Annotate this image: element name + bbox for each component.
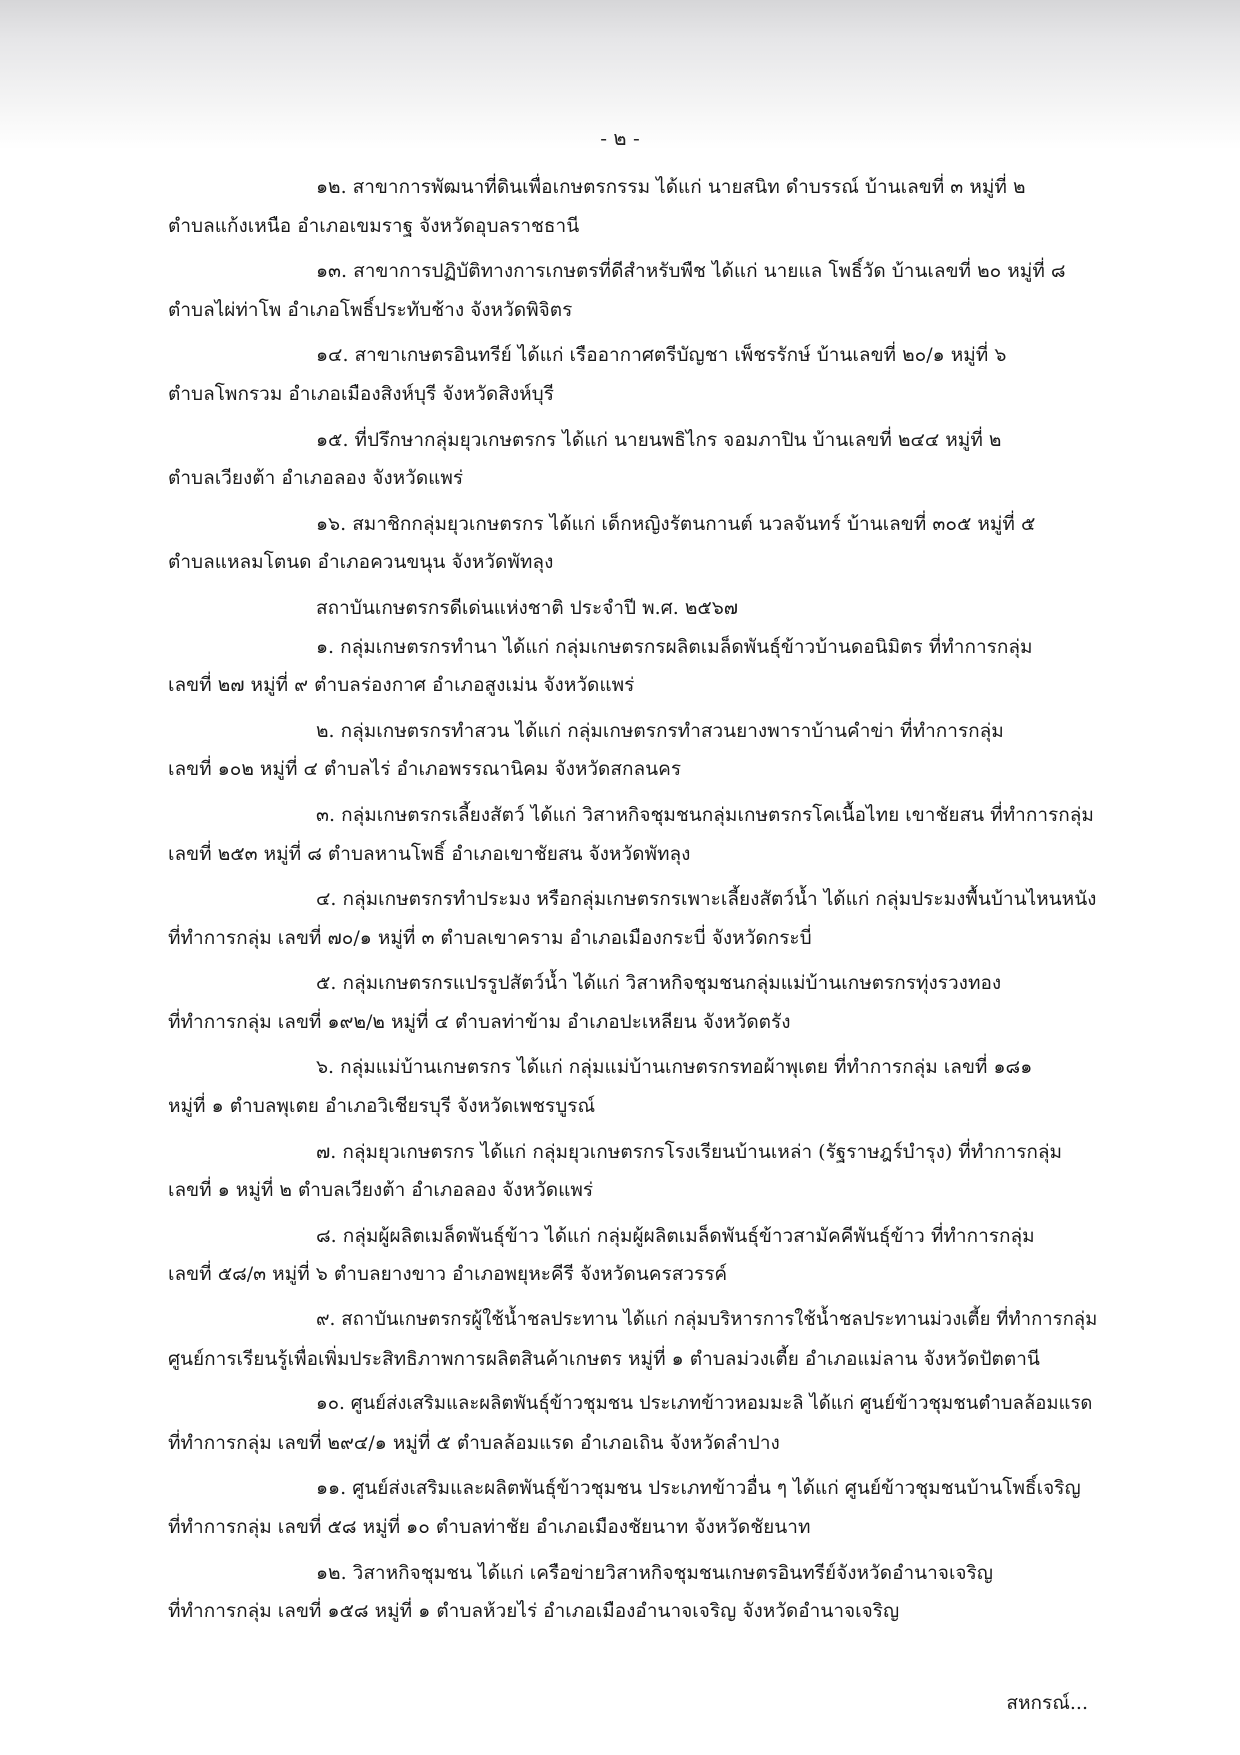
entry-second-line: ตำบลโพกรวม อำเภอเมืองสิงห์บุรี จังหวัดสิงห์บุรี xyxy=(168,382,554,405)
institution-entry xyxy=(168,1217,1098,1294)
entry-first-line: ๑๔. สาขาเกษตรอินทรีย์ ได้แก่ เรืออากาศตรีบัญชา เพ็ชรรักษ์ บ้านเลขที่ ๒๐/๑ หมู่ที่ ๖ xyxy=(316,344,1007,367)
entry-first-line: ๑๒. วิสาหกิจชุมชน ได้แก่ เครือข่ายวิสาหกิจชุมชนเกษตรอินทรีย์จังหวัดอำนาจเจริญ xyxy=(316,1561,993,1584)
entry-first-line: ๗. กลุ่มยุวเกษตรกร ได้แก่ กลุ่มยุวเกษตรกรโรงเรียนบ้านเหล่า (รัฐราษฎร์บำรุง) ที่ทำการกลุ่ม xyxy=(316,1140,1063,1163)
section-heading: สถาบันเกษตรกรดีเด่นแห่งชาติ ประจำปี พ.ศ. ๒๕๖๗ xyxy=(316,596,739,619)
entry-first-line: ๑๒. สาขาการพัฒนาที่ดินเพื่อเกษตรกรรม ได้แก่ นายสนิท ดำบรรณ์ บ้านเลขที่ ๓ หมู่ที่ ๒ xyxy=(316,176,1026,198)
entry-second-line: ที่ทำการกลุ่ม เลขที่ ๗๐/๑ หมู่ที่ ๓ ตำบลเขาคราม อำเภอเมืองกระบี่ จังหวัดกระบี่ xyxy=(168,926,812,949)
entry-first-line: ๔. กลุ่มเกษตรกรทำประมง หรือกลุ่มเกษตรกรเพาะเลี้ยงสัตว์น้ำ ได้แก่ กลุ่มประมงพื้นบ้านไหนหนัง xyxy=(316,888,1097,911)
institution-entry xyxy=(168,628,1098,705)
entry-second-line: ตำบลไผ่ท่าโพ อำเภอโพธิ์ประทับช้าง จังหวัดพิจิตร xyxy=(168,298,573,321)
award-entry xyxy=(168,505,1098,582)
award-entry xyxy=(168,168,1098,245)
entry-second-line: เลขที่ ๒๕๓ หมู่ที่ ๘ ตำบลหานโพธิ์ อำเภอเขาชัยสน จังหวัดพัทลุง xyxy=(168,842,691,865)
institution-entry xyxy=(168,796,1098,873)
institution-entry xyxy=(168,964,1098,1041)
entry-second-line: ตำบลเวียงต้า อำเภอลอง จังหวัดแพร่ xyxy=(168,467,464,490)
entry-first-line: ๑๖. สมาชิกกลุ่มยุวเกษตรกร ได้แก่ เด็กหญิงรัตนกานต์ นวลจันทร์ บ้านเลขที่ ๓๐๕ หมู่ที่ ๕ xyxy=(316,512,1036,535)
entry-first-line: ๑. กลุ่มเกษตรกรทำนา ได้แก่ กลุ่มเกษตรกรผลิตเมล็ดพันธุ์ข้าวบ้านดอนิมิตร ที่ทำการกลุ่ม xyxy=(316,635,1033,658)
institution-entry xyxy=(168,1048,1098,1125)
entry-first-line: ๑๓. สาขาการปฏิบัติทางการเกษตรที่ดีสำหรับพืช ได้แก่ นายแล โพธิ์วัด บ้านเลขที่ ๒๐ หมู่ที่ ๘ xyxy=(316,260,1066,283)
page-number: - ๒ - xyxy=(600,126,640,150)
entry-second-line: ตำบลแก้งเหนือ อำเภอเขมราฐ จังหวัดอุบลราชธานี xyxy=(168,214,580,237)
entry-first-line: ๕. กลุ่มเกษตรกรแปรรูปสัตว์น้ำ ได้แก่ วิสาหกิจชุมชนกลุ่มแม่บ้านเกษตรกรทุ่งรวงทอง xyxy=(316,972,1002,995)
entry-second-line: ที่ทำการกลุ่ม เลขที่ ๑๙๒/๒ หมู่ที่ ๔ ตำบลท่าข้าม อำเภอปะเหลียน จังหวัดตรัง xyxy=(168,1010,791,1033)
entry-first-line: ๖. กลุ่มแม่บ้านเกษตรกร ได้แก่ กลุ่มแม่บ้านเกษตรกรทอผ้าพุเตย ที่ทำการกลุ่ม เลขที่ ๑๘๑ xyxy=(316,1056,1033,1079)
award-entry xyxy=(168,336,1098,413)
award-entry xyxy=(168,252,1098,329)
entry-second-line: ที่ทำการกลุ่ม เลขที่ ๕๘ หมู่ที่ ๑๐ ตำบลท่าชัย อำเภอเมืองชัยนาท จังหวัดชัยนาท xyxy=(168,1516,811,1538)
entry-first-line: ๑๑. ศูนย์ส่งเสริมและผลิตพันธุ์ข้าวชุมชน ประเภทข้าวอื่น ๆ ได้แก่ ศูนย์ข้าวชุมชนบ้านโพธิ์เจริญ xyxy=(316,1477,1081,1500)
entry-first-line: ๒. กลุ่มเกษตรกรทำสวน ได้แก่ กลุ่มเกษตรกรทำสวนยางพาราบ้านคำข่า ที่ทำการกลุ่ม xyxy=(316,719,1004,742)
entry-second-line: ศูนย์การเรียนรู้เพื่อเพิ่มประสิทธิภาพการผลิตสินค้าเกษตร หมู่ที่ ๑ ตำบลม่วงเตี้ย อำเภอแม่ลาน จังหวัดปัตตานี xyxy=(168,1347,1040,1370)
institution-entry xyxy=(168,1385,1098,1462)
entry-second-line: ตำบลแหลมโตนด อำเภอควนขนุน จังหวัดพัทลุง xyxy=(168,551,554,574)
entry-first-line: ๓. กลุ่มเกษตรกรเลี้ยงสัตว์ ได้แก่ วิสาหกิจชุมชนกลุ่มเกษตรกรโคเนื้อไทย เขาชัยสน ที่ทำการกลุ่ม xyxy=(316,803,1094,826)
entry-second-line: เลขที่ ๕๘/๓ หมู่ที่ ๖ ตำบลยางขาว อำเภอพยุหะคีรี จังหวัดนครสวรรค์ xyxy=(168,1263,728,1286)
entry-second-line: ที่ทำการกลุ่ม เลขที่ ๑๕๘ หมู่ที่ ๑ ตำบลห้วยไร่ อำเภอเมืองอำนาจเจริญ จังหวัดอำนาจเจริญ xyxy=(168,1600,900,1623)
entry-second-line: เลขที่ ๒๗ หมู่ที่ ๙ ตำบลร่องกาศ อำเภอสูงเม่น จังหวัดแพร่ xyxy=(168,674,635,697)
entry-first-line: ๘. กลุ่มผู้ผลิตเมล็ดพันธุ์ข้าว ได้แก่ กลุ่มผู้ผลิตเมล็ดพันธุ์ข้าวสามัคคีพันธุ์ข้าว ที่ทำการกลุ่ม xyxy=(316,1224,1035,1247)
institution-entry xyxy=(168,1133,1098,1210)
entry-second-line: เลขที่ ๑๐๒ หมู่ที่ ๔ ตำบลไร่ อำเภอพรรณานิคม จังหวัดสกลนคร xyxy=(168,758,682,781)
entry-first-line: ๑๕. ที่ปรึกษากลุ่มยุวเกษตรกร ได้แก่ นายนพธิไกร จอมภาปิน บ้านเลขที่ ๒๔๔ หมู่ที่ ๒ xyxy=(316,428,1002,451)
document-body xyxy=(168,168,1098,1631)
institution-entry xyxy=(168,1554,1098,1631)
institution-entry xyxy=(168,712,1098,789)
entry-second-line: เลขที่ ๑ หมู่ที่ ๒ ตำบลเวียงต้า อำเภอลอง จังหวัดแพร่ xyxy=(168,1179,594,1202)
entry-second-line: หมู่ที่ ๑ ตำบลพุเตย อำเภอวิเชียรบุรี จังหวัดเพชรบูรณ์ xyxy=(168,1095,596,1118)
institution-entry xyxy=(168,1469,1098,1546)
entry-first-line: ๙. สถาบันเกษตรกรผู้ใช้น้ำชลประทาน ได้แก่ กลุ่มบริหารการใช้น้ำชลประทานม่วงเตี้ย ที่ทำการกลุ่ม xyxy=(316,1309,1098,1331)
next-page-cue: สหกรณ์... xyxy=(1006,1692,1088,1714)
institution-entry xyxy=(168,1301,1098,1378)
institution-entry xyxy=(168,880,1098,957)
award-entry xyxy=(168,421,1098,498)
entry-first-line: ๑๐. ศูนย์ส่งเสริมและผลิตพันธุ์ข้าวชุมชน ประเภทข้าวหอมมะลิ ได้แก่ ศูนย์ข้าวชุมชนตำบลล้อมแรด xyxy=(316,1393,1093,1415)
entry-second-line: ที่ทำการกลุ่ม เลขที่ ๒๙๔/๑ หมู่ที่ ๕ ตำบลล้อมแรด อำเภอเถิน จังหวัดลำปาง xyxy=(168,1431,780,1454)
